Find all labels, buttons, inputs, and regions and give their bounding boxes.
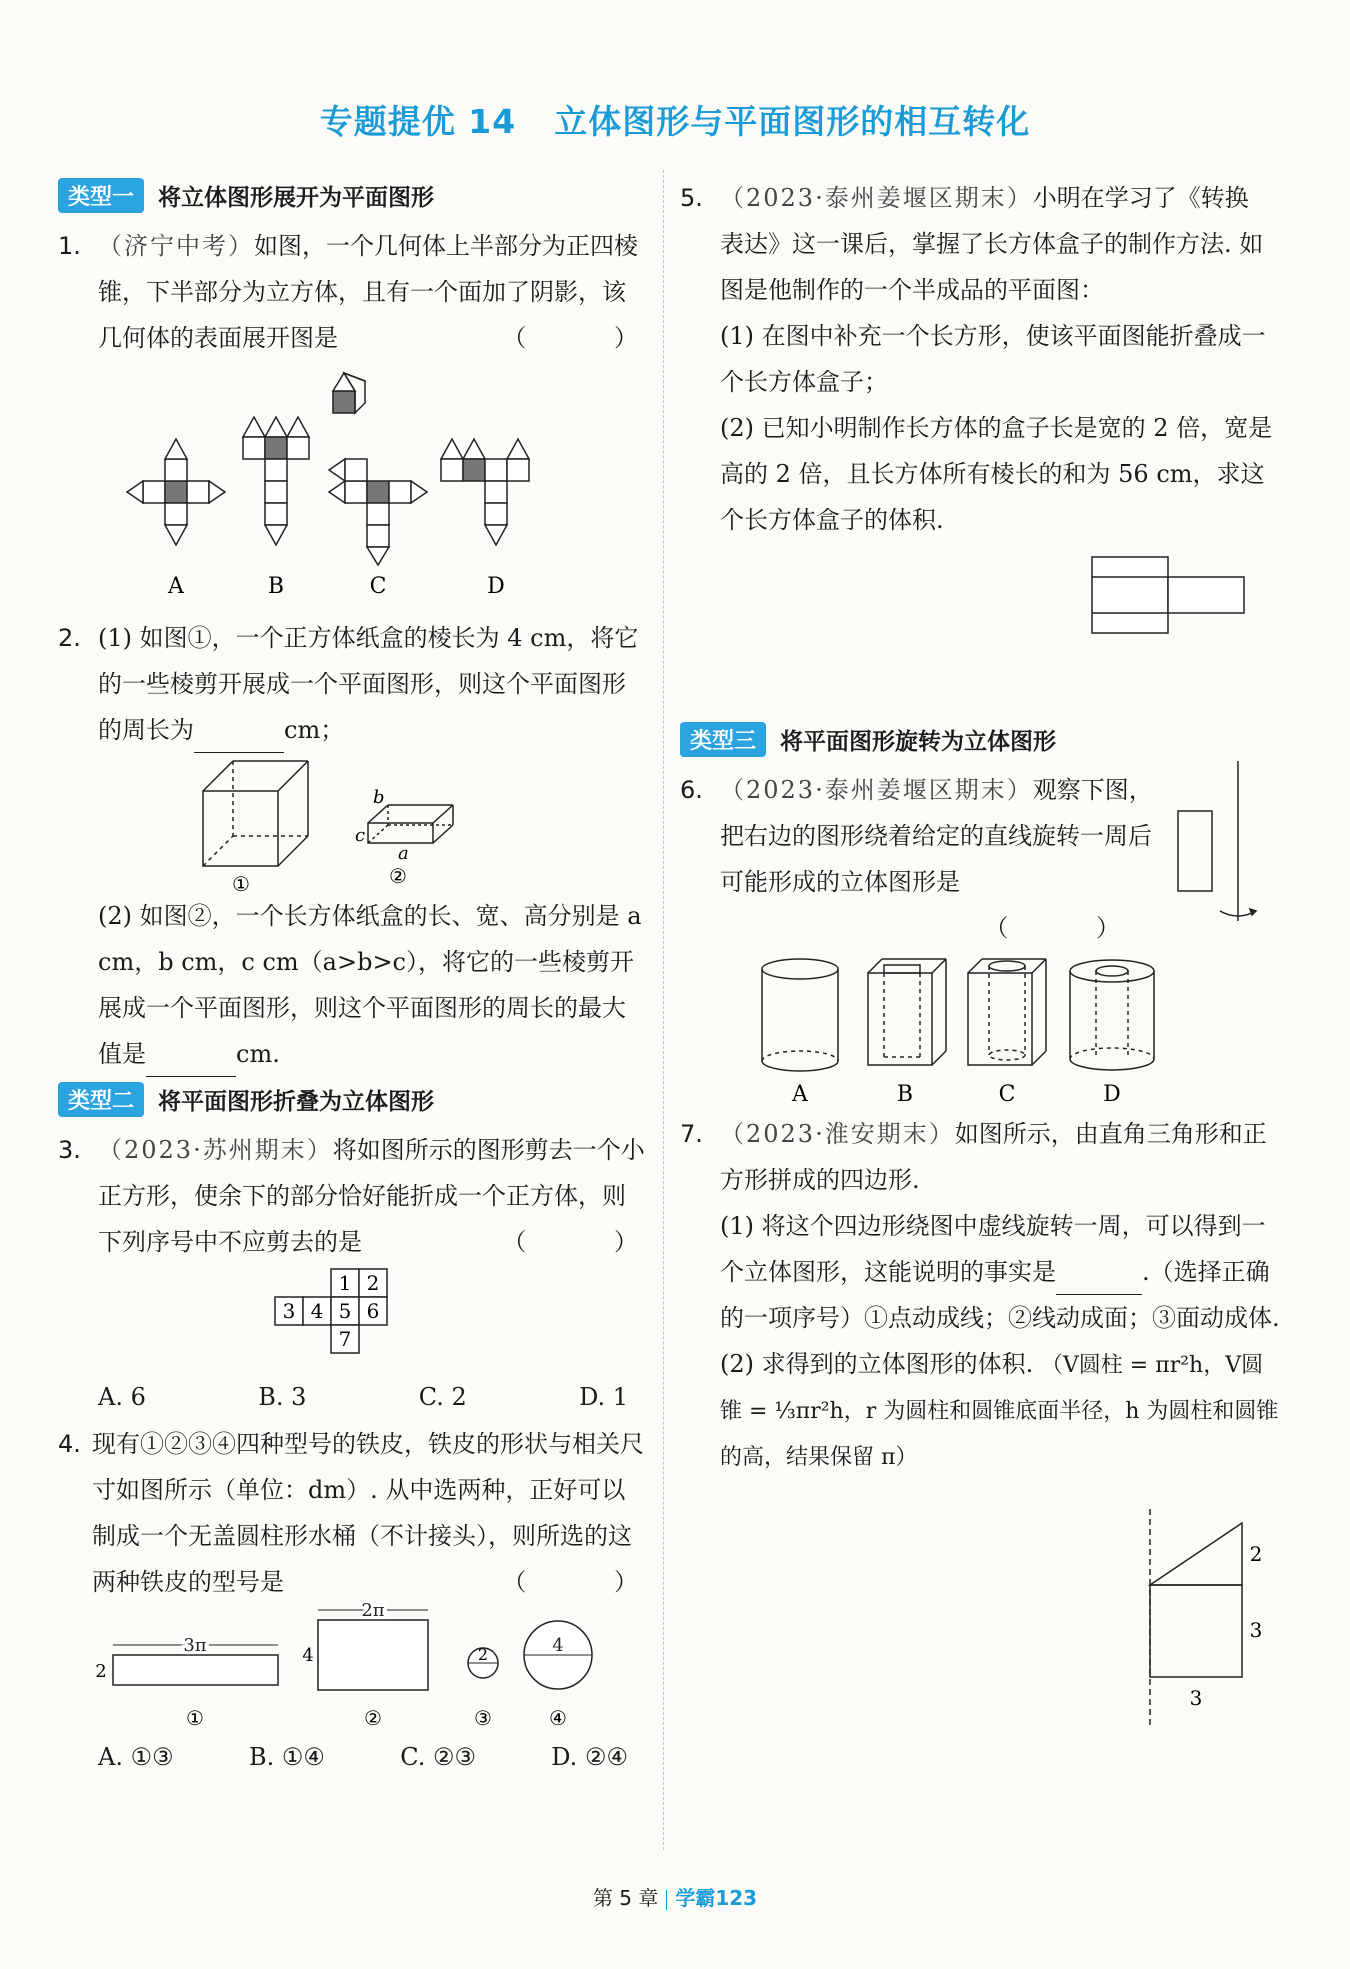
question-source: （2023·泰州姜堰区期末） xyxy=(720,776,1033,804)
grid-cell: 2 xyxy=(366,1271,380,1295)
part-2-text: (2) 求得到的立体图形的体积. xyxy=(720,1350,1034,1378)
q7-figure xyxy=(700,1509,1263,1729)
part-1-text: (1) 将这个四边形绕图中虚线旋转一周，可以得到一个立体图形，这能说明的事实是 xyxy=(720,1212,1266,1286)
q3-options xyxy=(98,1375,628,1419)
option-label: A xyxy=(792,1082,808,1107)
question-text: 现有①②③④四种型号的铁皮，铁皮的形状与相关尺寸如图所示（单位：dm）. 从中选两种，正好可以制成一个无盖圆柱形水桶（不计接头），则所选的这两种铁皮的型号是 xyxy=(92,1430,644,1596)
question-text: 将如图所示的图形剪去一个小正方形，使余下的部分恰好能折成一个正方体，则下列序号中不应剪去的是 xyxy=(98,1136,645,1256)
option-label: B xyxy=(267,574,285,599)
question-text: (2) 如图②，一个长方体纸盒的长、宽、高分别是 a cm，b cm，c cm（a>b>c），将它的一些棱剪开展成一个平面图形，则这个平面图形的周长的最大值是 xyxy=(98,902,642,1068)
dim-label: 4 xyxy=(302,1645,314,1666)
grid-cell: 7 xyxy=(338,1327,352,1351)
section-title: 将平面图形旋转为立体图形 xyxy=(780,728,1057,755)
cube-figure xyxy=(203,761,308,866)
question-2-part-2 xyxy=(58,893,648,1077)
grid-cell: 5 xyxy=(338,1299,352,1323)
net-option-c xyxy=(329,459,427,565)
right-column xyxy=(680,175,1280,1729)
sheet-2 xyxy=(318,1610,428,1690)
dim-c: c xyxy=(355,825,366,846)
q5-net-figure xyxy=(680,549,1280,639)
question-source: （济宁中考） xyxy=(98,232,254,260)
page-footer xyxy=(0,1882,1350,1911)
question-6 xyxy=(680,767,1280,951)
title-text: 立体图形与平面图形的相互转化 xyxy=(554,102,1031,141)
net-option-b xyxy=(243,417,309,545)
option-label: C xyxy=(369,574,387,599)
grid-cell: 4 xyxy=(310,1299,324,1323)
box-c xyxy=(968,959,1046,1065)
option-b[interactable]: B. ①④ xyxy=(248,1743,325,1771)
question-source: （2023·苏州期末） xyxy=(98,1136,333,1164)
answer-blank[interactable] xyxy=(146,1048,236,1077)
q3-grid-figure xyxy=(83,1265,623,1375)
option-a[interactable]: A. 6 xyxy=(98,1383,146,1411)
section-title: 将平面图形折叠为立体图形 xyxy=(158,1088,435,1115)
option-d[interactable]: D. ②④ xyxy=(551,1743,628,1771)
question-4 xyxy=(58,1421,678,1605)
question-2 xyxy=(58,615,648,753)
figure-label: ① xyxy=(232,872,250,896)
dim-label: 2 xyxy=(1249,1542,1263,1566)
option-label: D xyxy=(487,574,505,599)
section-3-header xyxy=(680,719,1280,759)
option-label: B xyxy=(896,1082,914,1107)
question-1 xyxy=(58,223,678,361)
option-label: A xyxy=(168,574,184,599)
figure-label: ② xyxy=(389,864,407,888)
answer-paren: （ ） xyxy=(984,914,1160,942)
cylinder-a xyxy=(762,959,838,1071)
section-tag: 类型一 xyxy=(58,178,144,213)
figure-label: ③ xyxy=(474,1706,492,1730)
dim-label: 2π xyxy=(361,1600,385,1621)
answer-blank[interactable] xyxy=(194,724,284,753)
dim-a: a xyxy=(398,843,409,864)
grid-cell: 6 xyxy=(366,1299,380,1323)
question-text: (1) 如图①，一个正方体纸盒的棱长为 4 cm，将它的一些棱剪开展成一个平面图形，则这个平面图形的周长为 xyxy=(98,624,639,744)
tube-d xyxy=(1070,960,1154,1070)
grid-cell: 3 xyxy=(282,1299,296,1323)
question-source: （2023·淮安期末） xyxy=(720,1120,955,1148)
unit-text: cm； xyxy=(284,716,345,744)
question-source: （2023·泰州姜堰区期末） xyxy=(720,184,1033,212)
section-tag: 类型二 xyxy=(58,1082,144,1117)
question-3 xyxy=(58,1127,678,1265)
option-c[interactable]: C. ②③ xyxy=(400,1743,476,1771)
page-title xyxy=(0,96,1350,143)
q6-rotation-figure xyxy=(1170,761,1280,921)
option-label: D xyxy=(1103,1082,1121,1107)
q4-options xyxy=(98,1735,628,1779)
solid-shape xyxy=(333,373,365,413)
brand-label: 学霸 xyxy=(675,1886,716,1910)
option-c[interactable]: C. 2 xyxy=(418,1383,467,1411)
option-a[interactable]: A. ①③ xyxy=(98,1743,174,1771)
question-number: 4. xyxy=(58,1430,81,1458)
section-title: 将立体图形展开为平面图形 xyxy=(158,184,435,211)
q4-figure xyxy=(63,1600,643,1735)
question-text: 小明在学习了《转换 表达》这一课后，掌握了长方体盒子的制作方法. 如图是他制作的一个半成品的平面图： xyxy=(720,184,1273,304)
dim-b: b xyxy=(373,787,385,808)
dim-label: 3π xyxy=(183,1635,207,1656)
net-option-a xyxy=(127,439,225,545)
q6-options-figure xyxy=(700,951,1260,1111)
section-tag: 类型三 xyxy=(680,722,766,757)
dim-label: 2 xyxy=(477,1645,489,1664)
q1-figure xyxy=(83,361,623,611)
question-number: 1. xyxy=(58,232,81,260)
question-number: 5. xyxy=(680,184,703,212)
formula-note: V圆柱 = πr²h，V圆锥 = ⅓πr²h，r 为圆柱和圆锥底面半径，h 为圆柱和圆锥的高，结果保留 π xyxy=(720,1353,1279,1470)
question-5 xyxy=(680,175,1280,543)
option-d[interactable]: D. 1 xyxy=(579,1383,628,1411)
box-b xyxy=(868,959,946,1065)
dim-label: 4 xyxy=(552,1635,564,1656)
page-number: 123 xyxy=(715,1886,758,1910)
net-option-d xyxy=(441,439,529,545)
question-text: 如图，一个几何体上半部分为正四棱锥，下半部分为立方体，且有一个面加了阴影，该几何体的表面展开图是 xyxy=(98,232,638,352)
section-2-header xyxy=(58,1079,648,1119)
part-2-text: (2) 已知小明制作长方体的盒子长是宽的 2 倍，宽是高的 2 倍，且长方体所有棱长的和为 56 cm，求这个长方体盒子的体积. xyxy=(720,414,1273,534)
option-label: C xyxy=(998,1082,1016,1107)
left-column xyxy=(58,175,678,1779)
dim-label: 3 xyxy=(1249,1618,1263,1642)
answer-paren: （ ） xyxy=(502,324,678,352)
part-1-text: (1) 在图中补充一个长方形，使该平面图能折叠成一个长方体盒子； xyxy=(720,322,1266,396)
option-b[interactable]: B. 3 xyxy=(258,1383,307,1411)
figure-label: ④ xyxy=(549,1706,567,1730)
question-number: 7. xyxy=(680,1120,703,1148)
answer-blank[interactable] xyxy=(1056,1266,1142,1295)
figure-label: ② xyxy=(364,1706,382,1730)
question-number: 6. xyxy=(680,776,703,804)
title-prefix: 专题提优 14 xyxy=(319,102,517,141)
answer-paren: （ ） xyxy=(502,1568,678,1596)
dim-label: 3 xyxy=(1189,1686,1203,1710)
question-text: 观察下图，把右边的图形绕着给定的直线旋转一周后可能形成的立体图形是 xyxy=(720,776,1153,896)
part-1-tail: .（选择正确的一项序号）①点动成线；②线动成面；③面动成体. xyxy=(720,1258,1280,1332)
answer-paren: （ ） xyxy=(502,1228,678,1256)
question-number: 3. xyxy=(58,1136,81,1164)
question-7: 7. （2023·淮安期末）如图所示，由直角三角形和正方形拼成的四边形. (1) 将这个四边形绕图中虚线旋转一周，可以得到一个立体图形，这能说明的事实是 .（选择正确的一项序号）①点动成线；②线动成面；③面动成体. (2) 求得到的立体图形的体积. （V圆柱 = πr²h，V圆锥 = ⅓πr²h，r 为圆柱和圆锥底面半径，h 为圆柱和圆锥的高，结果保留 π） xyxy=(680,1111,1280,1479)
cuboid-figure xyxy=(368,805,453,843)
chapter-label: 第 5 章 xyxy=(592,1886,659,1910)
grid-cell: 1 xyxy=(338,1271,352,1295)
figure-label: ① xyxy=(186,1706,204,1730)
question-text: 如图所示，由直角三角形和正方形拼成的四边形. xyxy=(720,1120,1267,1194)
dim-label: 2 xyxy=(95,1661,107,1682)
q2-figure xyxy=(143,753,563,896)
unit-text: cm. xyxy=(236,1040,280,1068)
section-1-header xyxy=(58,175,648,215)
question-number: 2. xyxy=(58,624,81,652)
